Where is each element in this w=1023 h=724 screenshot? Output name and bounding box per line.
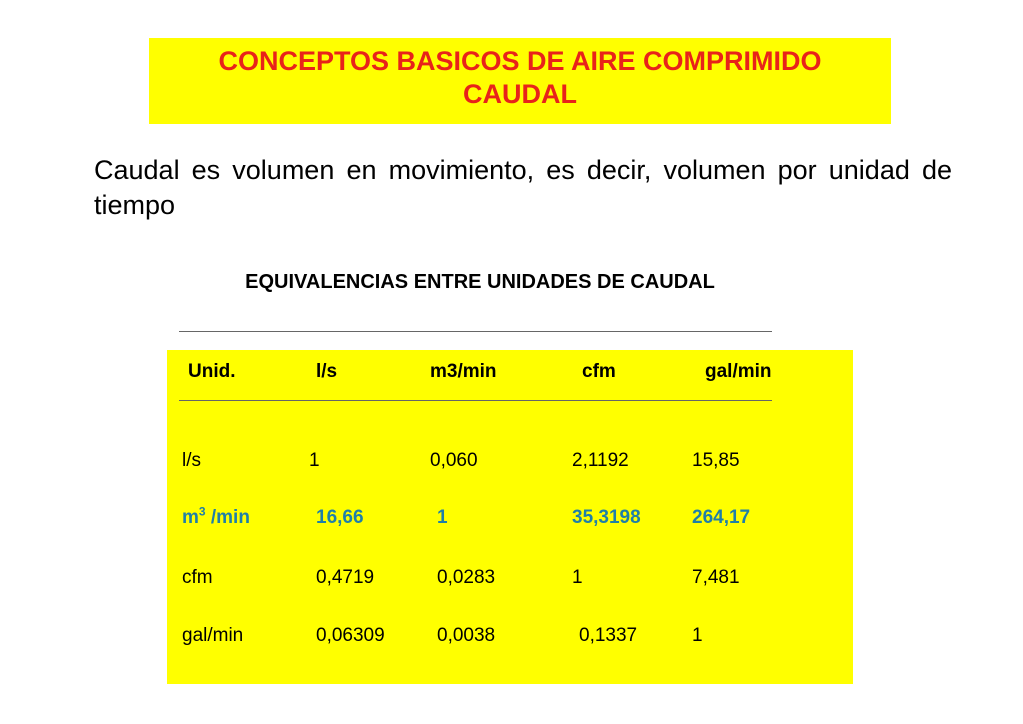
title-banner bbox=[149, 38, 891, 124]
row-m3min-value: 35,3198 bbox=[572, 507, 641, 528]
header-galmin: gal/min bbox=[705, 361, 772, 382]
row-ls-value: 2,1192 bbox=[572, 450, 629, 471]
header-unid: Unid. bbox=[188, 361, 236, 382]
row-ls-value: 15,85 bbox=[692, 450, 740, 471]
definition-text: Caudal es volumen en movimiento, es decir, volumen por unidad de tiempo bbox=[94, 155, 952, 220]
row-cfm-unit: cfm bbox=[182, 567, 213, 588]
row-galmin-value: 0,1337 bbox=[579, 625, 638, 646]
row-ls-unit: l/s bbox=[182, 450, 201, 471]
row-m3min-value: 264,17 bbox=[692, 507, 751, 528]
row-cfm-value: 1 bbox=[572, 567, 583, 588]
row-ls-value: 0,060 bbox=[430, 450, 478, 471]
header-m3min: m3/min bbox=[430, 361, 497, 382]
title-line-2: CAUDAL bbox=[463, 79, 577, 109]
row-cfm-value: 0,4719 bbox=[316, 567, 375, 588]
row-ls-value: 1 bbox=[309, 450, 320, 471]
row-m3min-unit: $m^3$ /min bbox=[182, 504, 250, 528]
header-cfm: cfm bbox=[582, 361, 616, 382]
table-title: EQUIVALENCIAS ENTRE UNIDADES DE CAUDAL bbox=[245, 271, 715, 293]
row-galmin-value: 1 bbox=[692, 625, 703, 646]
row-m3min-value: 16,66 bbox=[316, 507, 364, 528]
row-m3min-value: 1 bbox=[437, 507, 448, 528]
row-cfm-value: 0,0283 bbox=[437, 567, 496, 588]
title-line-1: CONCEPTOS BASICOS DE AIRE COMPRIMIDO bbox=[218, 46, 822, 76]
header-ls: l/s bbox=[316, 361, 338, 382]
divider-top bbox=[179, 331, 772, 332]
row-galmin-unit: gal/min bbox=[182, 625, 244, 646]
row-galmin-value: 0,06309 bbox=[316, 625, 385, 646]
row-cfm-value: 7,481 bbox=[692, 567, 740, 588]
divider-header bbox=[179, 400, 772, 401]
row-galmin-value: 0,0038 bbox=[437, 625, 496, 646]
